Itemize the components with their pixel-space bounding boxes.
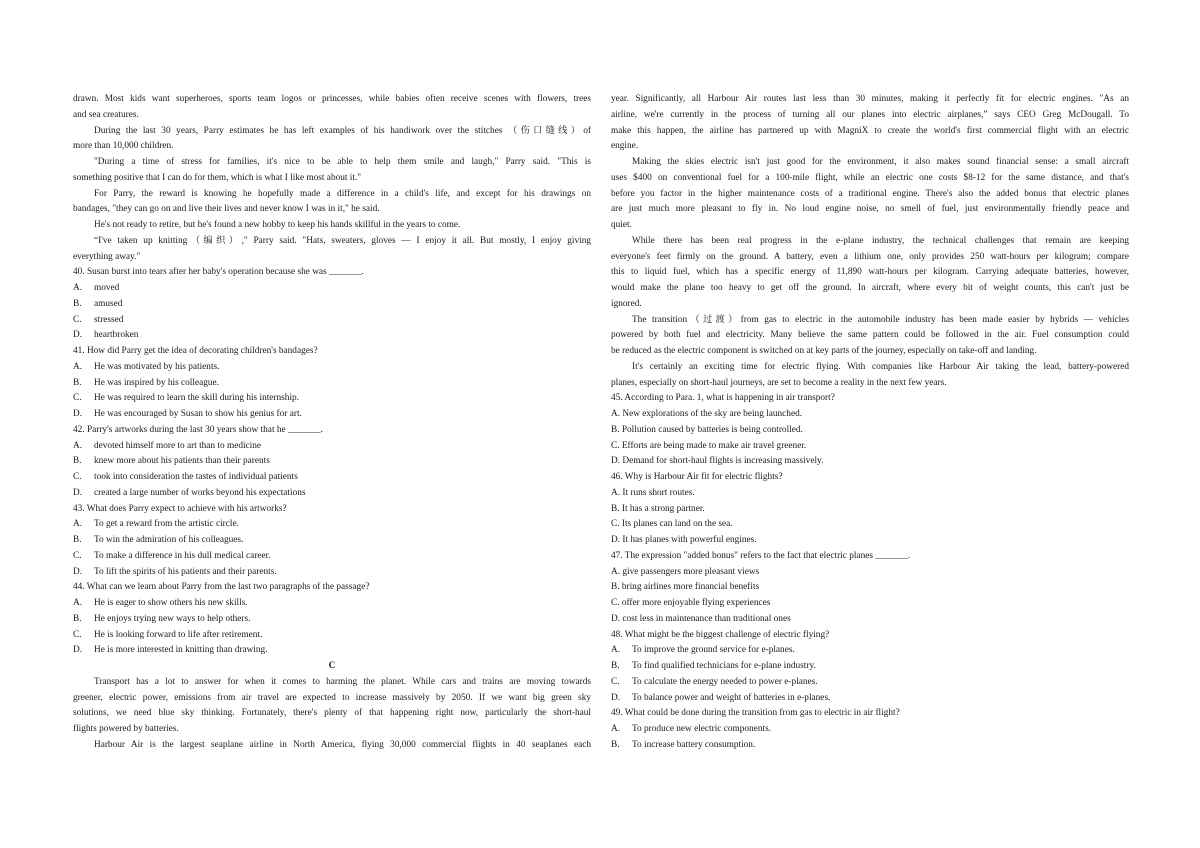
text-line: B. bring airlines more financial benefits xyxy=(611,582,760,593)
option-letter: C. xyxy=(73,550,82,561)
option-letter: A. xyxy=(73,361,83,372)
option-text: To lift the spirits of his patients and their parents. xyxy=(94,566,277,577)
text-line: flights powered by batteries. xyxy=(73,724,179,734)
option-text: To calculate the energy needed to power e-planes. xyxy=(632,676,818,687)
option-letter: A. xyxy=(73,519,83,530)
option-text: To improve the ground service for e-planes. xyxy=(632,645,795,656)
option-letter: C. xyxy=(73,314,82,325)
option-text: took into consideration the tastes of individual patients xyxy=(94,472,298,482)
text-line: everything away." xyxy=(73,251,141,262)
text-line: this to liquid fuel, which has a specific energy of 11,890 watt-hours per kilogram. Carrying adequate batteries, however, xyxy=(611,267,1129,278)
answer-option xyxy=(73,313,591,329)
option-letter: A. xyxy=(611,645,621,656)
answer-option xyxy=(73,439,591,455)
answer-option xyxy=(73,533,591,549)
option-letter: B. xyxy=(73,535,82,545)
text-line: B. Pollution caused by batteries is being controlled. xyxy=(611,424,803,435)
text-line: solutions, we need blue sky thinking. Fortunately, there's plenty of that happening right now, particularly the short-haul xyxy=(73,708,591,719)
answer-option xyxy=(73,628,591,644)
text-line: drawn. Most kids want superheroes, sports team logos or princesses, while babies often receive scenes with flowers, trees xyxy=(73,94,591,104)
text-line: something positive that I can do for them, which is what I like most about it." xyxy=(73,172,362,183)
option-text: To make a difference in his dull medical career. xyxy=(94,550,271,561)
answer-option xyxy=(73,297,591,313)
text-line: “I've taken up knitting（编织）," Parry said. "Hats, sweaters, gloves — I enjoy it all. But mostly, I enjoy giving xyxy=(94,235,591,246)
text-line: D. It has planes with powerful engines. xyxy=(611,535,757,545)
option-text: created a large number of works beyond his expectations xyxy=(94,487,306,498)
option-letter: D. xyxy=(73,487,83,498)
option-text: He was required to learn the skill during his internship. xyxy=(94,393,300,404)
question-stem: 43. What does Parry expect to achieve with his artworks? xyxy=(73,503,287,514)
text-line: B. It has a strong partner. xyxy=(611,503,705,514)
answer-option xyxy=(611,643,1129,659)
option-text: amused xyxy=(94,298,123,309)
option-text: To get a reward from the artistic circle. xyxy=(94,519,239,530)
text-line: Harbour Air is the largest seaplane airline in North America, flying 30,000 commercial flights in 40 seaplanes each xyxy=(94,739,591,750)
answer-option xyxy=(611,675,1129,691)
question-stem: 44. What can we learn about Parry from the last two paragraphs of the passage? xyxy=(73,582,370,593)
option-letter: A. xyxy=(73,440,83,451)
question-stem: 42. Parry's artworks during the last 30 years show that he _______. xyxy=(73,424,323,435)
answer-option xyxy=(73,470,591,486)
text-line: powered by both fuel and electricity. Many believe the same pattern could be followed in the air. Fuel consumption could xyxy=(611,330,1129,341)
section-heading: C xyxy=(328,661,336,671)
right-column xyxy=(611,92,1129,754)
text-line: planes, especially on short-haul journeys, are set to become a reality in the next few years. xyxy=(611,377,947,388)
text-line: greener, electric power, emissions from air travel are expected to increase massively by 2050. If we want big green sky xyxy=(73,692,591,703)
option-letter: D. xyxy=(73,409,83,419)
answer-option xyxy=(73,376,591,392)
option-letter: B. xyxy=(73,613,82,624)
question-stem: 40. Susan burst into tears after her baby's operation because she was _______. xyxy=(73,267,364,278)
option-letter: B. xyxy=(611,661,620,671)
text-line: ignored. xyxy=(611,298,642,309)
answer-option xyxy=(73,612,591,628)
option-letter: C. xyxy=(73,472,82,482)
answer-option xyxy=(611,659,1129,675)
answer-option xyxy=(73,328,591,344)
text-line: "During a time of stress for families, it's nice to be able to help them smile and laugh," Parry said. "This is xyxy=(94,157,591,167)
text-line: A. give passengers more pleasant views xyxy=(611,566,760,577)
text-line: make this happen, the airline has partnered up with MagniX to create the world's first commercial flight with an electric xyxy=(611,125,1129,136)
option-letter: D. xyxy=(73,566,83,577)
text-line: quiet. xyxy=(611,220,632,230)
option-letter: A. xyxy=(611,724,621,734)
text-line: engine. xyxy=(611,141,639,152)
option-letter: D. xyxy=(73,645,83,656)
text-line: A. New explorations of the sky are being launched. xyxy=(611,409,803,419)
option-text: He was inspired by his colleague. xyxy=(94,377,219,388)
text-line: Transport has a lot to answer for when it comes to harming the planet. While cars and trains are moving towards xyxy=(94,676,591,687)
option-letter: B. xyxy=(73,377,82,388)
answer-option xyxy=(73,486,591,502)
answer-option xyxy=(611,738,1129,754)
answer-option xyxy=(73,596,591,612)
option-letter: C. xyxy=(73,629,82,640)
option-letter: B. xyxy=(73,298,82,309)
answer-option xyxy=(73,454,591,470)
question-stem: 47. The expression "added bonus" refers to the fact that electric planes _______. xyxy=(611,550,911,561)
option-text: moved xyxy=(94,283,120,293)
question-stem: 48. What might be the biggest challenge of electric flying? xyxy=(611,629,830,640)
text-line: everyone's feet firmly on the ground. A battery, even a lithium one, only provides 250 watt-hours per kilogram; compare xyxy=(611,251,1129,262)
left-column xyxy=(73,92,591,754)
option-text: knew more about his patients than their parents xyxy=(94,456,270,467)
option-letter: A. xyxy=(73,598,83,608)
text-line: During the last 30 years, Parry estimates he has left examples of his handiwork over the stitches （伤口缝线）of xyxy=(94,125,591,136)
option-letter: C. xyxy=(73,393,82,404)
text-line: C. Efforts are being made to make air travel greener. xyxy=(611,440,807,451)
option-letter: B. xyxy=(611,739,620,750)
option-letter: D. xyxy=(73,330,83,341)
question-stem: 46. Why is Harbour Air fit for electric flights? xyxy=(611,472,783,482)
text-line: be reduced as the electric component is switched on at key parts of the journey, especially on take-off and landing. xyxy=(611,346,1037,356)
text-line: While there has been real progress in the e-plane industry, the technical challenges that remain are keeping xyxy=(632,235,1129,246)
option-text: To balance power and weight of batteries in e-planes. xyxy=(632,692,831,703)
text-line: D. Demand for short-haul flights is increasing massively. xyxy=(611,456,824,467)
text-line: D. cost less in maintenance than traditional ones xyxy=(611,613,791,624)
text-line: He's not ready to retire, but he's found a new hobby to keep his hands skillful in the years to come. xyxy=(94,220,461,230)
text-line: airline, we're currently in the process of turning all our planes into electric airplanes,” says CEO Greg McDougall. To xyxy=(611,109,1129,120)
option-letter: A. xyxy=(73,283,83,293)
answer-option xyxy=(73,360,591,376)
text-line: before you factor in the higher maintenance costs of a traditional engine. There's also the added bonus that electric planes xyxy=(611,188,1129,199)
answer-option xyxy=(73,565,591,581)
text-line: C. Its planes can land on the sea. xyxy=(611,519,733,530)
text-line: and sea creatures. xyxy=(73,109,139,120)
answer-option xyxy=(73,281,591,297)
text-line: C. offer more enjoyable flying experiences xyxy=(611,598,771,608)
option-text: He is eager to show others his new skills. xyxy=(94,598,248,608)
text-line: would make the plane too heavy to get off the ground. In aircraft, where every bit of weight counts, this can't just be xyxy=(611,283,1129,293)
answer-option xyxy=(73,517,591,533)
text-line: year. Significantly, all Harbour Air routes last less than 30 minutes, making it perfectly fit for electric engines. "As an xyxy=(611,94,1129,104)
option-letter: C. xyxy=(611,676,620,687)
option-text: stressed xyxy=(94,314,124,325)
text-line: uses $400 on conventional fuel for a 100-mile flight, while an electric one costs $8-12 for the same distance, and that's xyxy=(611,172,1129,183)
option-text: He is looking forward to life after retirement. xyxy=(94,629,263,640)
answer-option xyxy=(73,549,591,565)
option-text: He enjoys trying new ways to help others. xyxy=(94,613,251,624)
option-letter: D. xyxy=(611,692,621,703)
text-line: A. It runs short routes. xyxy=(611,487,695,498)
question-stem: 49. What could be done during the transition from gas to electric in air flight? xyxy=(611,708,900,719)
text-line: are just much more pleasant to fly in. No loud engine noise, no smell of fuel, just environmentally friendly peace and xyxy=(611,204,1129,215)
option-text: devoted himself more to art than to medicine xyxy=(94,440,262,451)
option-text: To find qualified technicians for e-plane industry. xyxy=(632,661,816,671)
text-line: For Parry, the reward is knowing he hopefully made a difference in a child's life, and except for his drawings on xyxy=(94,188,591,199)
option-text: He is more interested in knitting than drawing. xyxy=(94,645,268,656)
answer-option xyxy=(611,722,1129,738)
option-text: To win the admiration of his colleagues. xyxy=(94,535,244,545)
question-stem: 41. How did Parry get the idea of decorating children's bandages? xyxy=(73,346,318,356)
answer-option xyxy=(73,407,591,423)
question-stem: 45. According to Para. 1, what is happening in air transport? xyxy=(611,393,835,404)
option-text: He was encouraged by Susan to show his genius for art. xyxy=(94,409,302,419)
text-line: The transition（过渡）from gas to electric in the automobile industry has been made easier by hybrids — vehicles xyxy=(632,314,1129,325)
option-text: He was motivated by his patients. xyxy=(94,361,220,372)
text-line: Making the skies electric isn't just good for the environment, it also makes sound financial sense: a small aircraft xyxy=(632,157,1129,167)
option-letter: B. xyxy=(73,456,82,467)
option-text: To increase battery consumption. xyxy=(632,739,756,750)
text-line: more than 10,000 children. xyxy=(73,141,174,152)
answer-option xyxy=(73,391,591,407)
text-line: bandages, "they can go on and live their lives and never know I was in it," he said. xyxy=(73,204,380,215)
answer-option xyxy=(73,643,591,659)
option-text: heartbroken xyxy=(94,330,139,341)
text-line: It's certainly an exciting time for electric flying. With companies like Harbour Air taking the lead, battery-powered xyxy=(632,361,1129,372)
option-text: To produce new electric components. xyxy=(632,724,772,734)
answer-option xyxy=(611,691,1129,707)
